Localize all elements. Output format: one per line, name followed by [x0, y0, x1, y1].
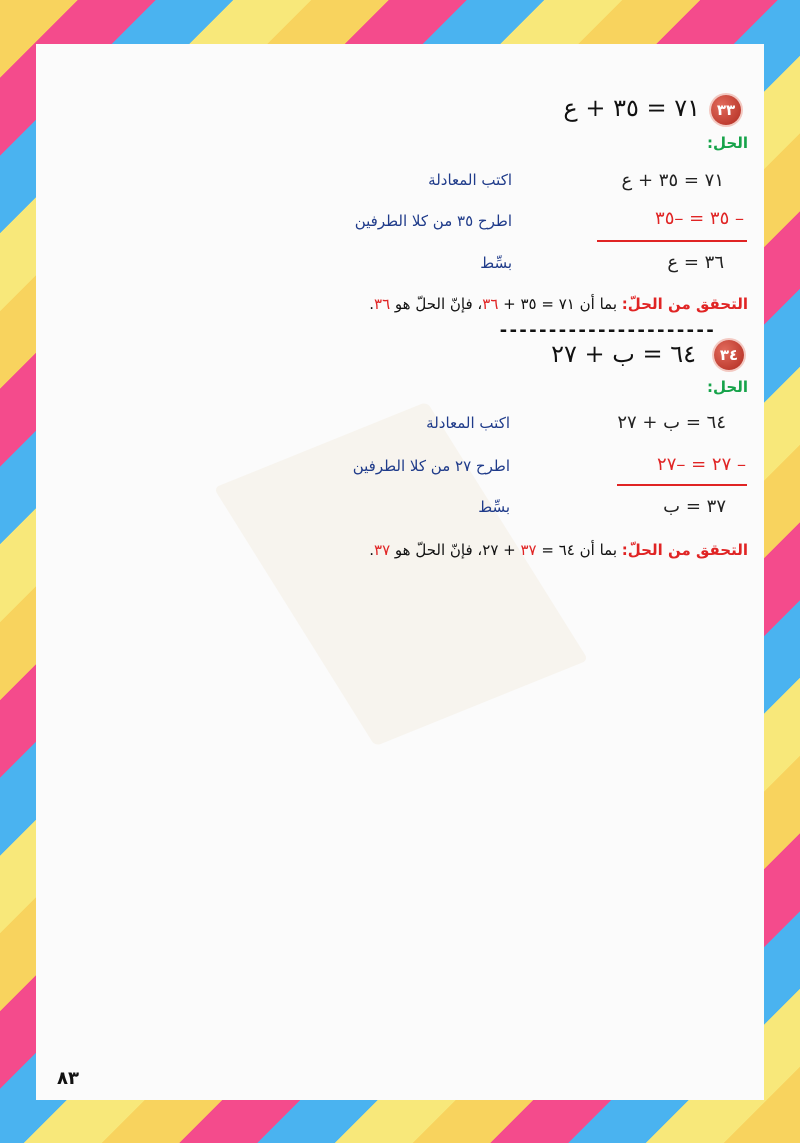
check-label: التحقق من الحلّ:: [621, 295, 748, 313]
step-text-write: اكتب المعادلة: [426, 414, 510, 432]
step-text-simplify: بسِّط: [480, 254, 512, 272]
page-number: ٨٣: [57, 1068, 79, 1089]
step-math-subtract: – ٢٧ = –٢٧: [657, 454, 746, 475]
check-value: ٣٦: [482, 295, 499, 313]
problem-number-badge: ٣٣: [711, 95, 741, 125]
step-text-simplify: بسِّط: [478, 498, 510, 516]
check-line: [369, 295, 748, 313]
check-text: بما أن ٧١ = ٣٥ +: [498, 295, 622, 313]
subtraction-rule: [597, 240, 747, 242]
step-text-write: اكتب المعادلة: [428, 171, 512, 189]
step-math-simplify: ٣٧ = ب: [663, 496, 726, 517]
check-text: .: [369, 295, 375, 313]
problem-equation: ٧١ = ٣٥ + ع: [563, 94, 700, 122]
check-text: .: [369, 541, 375, 559]
step-math-simplify: ٣٦ = ع: [667, 252, 724, 273]
check-answer: ٣٦: [374, 295, 391, 313]
solution-label: الحل:: [707, 134, 748, 152]
watermark-book-shape: [214, 402, 589, 746]
check-label: التحقق من الحلّ:: [621, 541, 748, 559]
step-text-subtract: اطرح ٣٥ من كلا الطرفين: [354, 212, 512, 230]
check-text: ، فإنّ الحلّ هو: [390, 295, 483, 313]
step-math-subtract: – ٣٥ = –٣٥: [655, 208, 744, 229]
problem-equation: ٦٤ = ب + ٢٧: [551, 340, 696, 368]
subtraction-rule: [617, 484, 747, 486]
solution-label: الحل:: [707, 378, 748, 396]
check-line: [369, 541, 748, 559]
step-math-write: ٦٤ = ب + ٢٧: [617, 412, 726, 433]
step-text-subtract: اطرح ٢٧ من كلا الطرفين: [352, 457, 510, 475]
check-text: + ٢٧، فإنّ الحلّ هو: [390, 541, 521, 559]
problem-number-badge: ٣٤: [714, 340, 744, 370]
check-value: ٣٧: [520, 541, 537, 559]
dashed-separator: ----------------------: [498, 320, 715, 341]
check-text: بما أن ٦٤ =: [536, 541, 622, 559]
step-math-write: ٧١ = ٣٥ + ع: [621, 170, 724, 191]
page-sheet: [36, 44, 764, 1100]
check-answer: ٣٧: [374, 541, 391, 559]
